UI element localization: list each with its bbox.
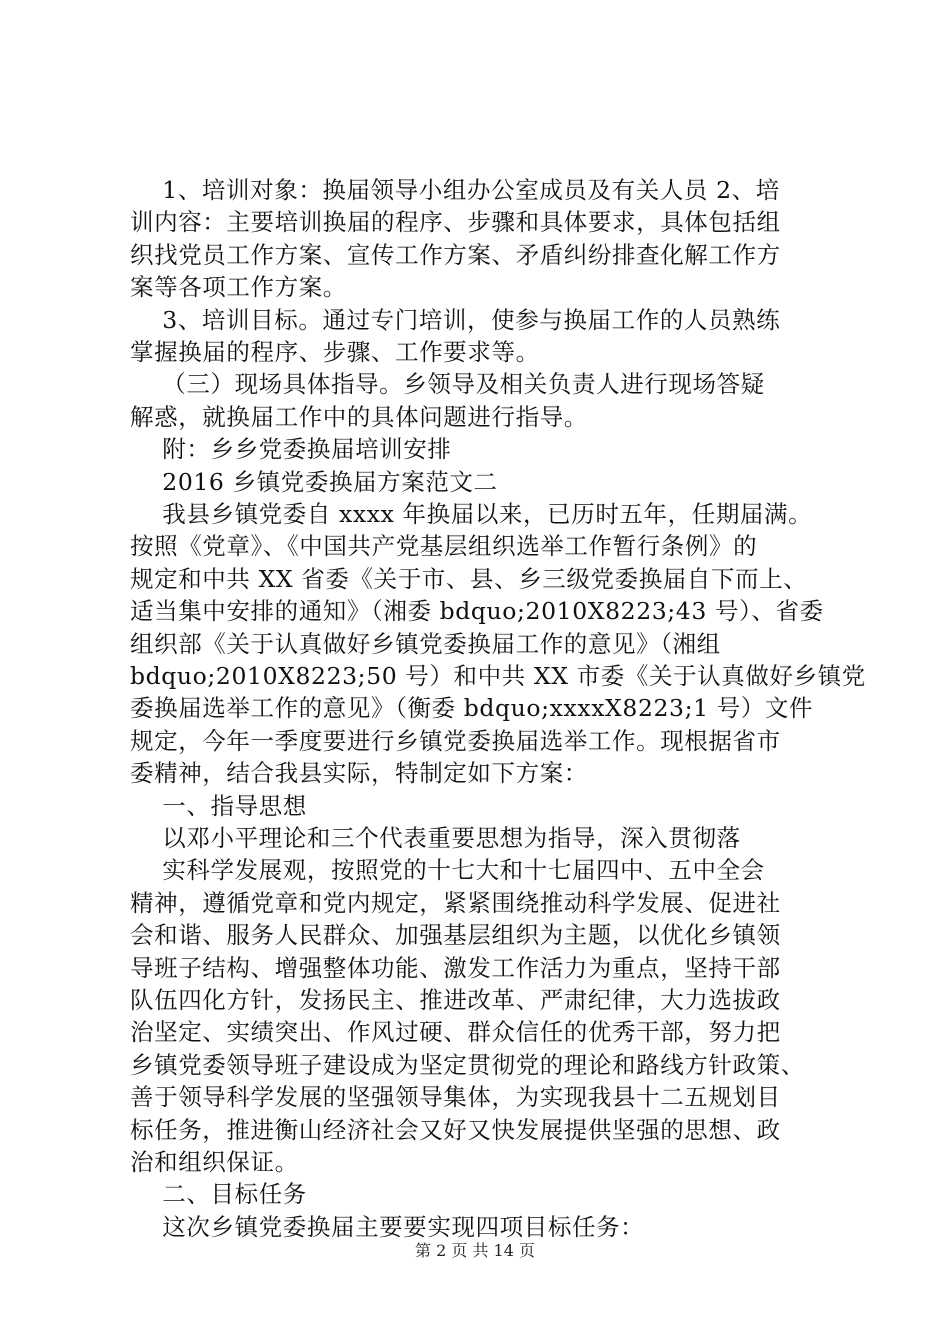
text-line: 二、目标任务: [130, 1180, 307, 1209]
text-line: 适当集中安排的通知》（湘委 bdquo;2010X8223;43 号）、省委: [130, 597, 824, 626]
text-line: 善于领导科学发展的坚强领导集体，为实现我县十二五规划目: [130, 1083, 781, 1112]
text-line: 组织部《关于认真做好乡镇党委换届工作的意见》（湘组: [130, 629, 721, 658]
text-line: 2016 乡镇党委换届方案范文二: [130, 467, 498, 496]
text-line: 规定和中共 XX 省委《关于市、县、乡三级党委换届自下而上、: [130, 564, 808, 593]
text-line: （三）现场具体指导。乡领导及相关负责人进行现场答疑: [130, 370, 765, 399]
text-line: 规定，今年一季度要进行乡镇党委换届选举工作。现根据省市: [130, 726, 781, 755]
text-line: 委精神，结合我县实际，特制定如下方案：: [130, 759, 588, 788]
text-line: 以邓小平理论和三个代表重要思想为指导，深入贯彻落: [130, 824, 741, 852]
text-line: 一、指导思想: [130, 791, 307, 820]
text-line: 织找党员工作方案、宣传工作方案、矛盾纠纷排查化解工作方: [130, 240, 781, 269]
text-line: 实科学发展观，按照党的十七大和十七届四中、五中全会: [130, 856, 765, 885]
text-line: 解惑，就换届工作中的具体问题进行指导。: [130, 402, 588, 431]
text-line: 队伍四化方针，发扬民主、推进改革、严肃纪律，大力选拔政: [130, 986, 781, 1014]
text-line: 乡镇党委领导班子建设成为坚定贯彻党的理论和路线方针政策、: [130, 1050, 805, 1079]
text-line: 会和谐、服务人民群众、加强基层组织为主题，以优化乡镇领: [130, 921, 781, 950]
text-line: 这次乡镇党委换届主要要实现四项目标任务：: [130, 1212, 645, 1241]
page-footer: 第 2 页 共 14 页: [415, 1241, 535, 1260]
text-line: 委换届选举工作的意见》（衡委 bdquo;xxxxX8223;1 号）文件: [130, 694, 814, 723]
text-line: 按照《党章》、《中国共产党基层组织选举工作暂行条例》的: [130, 532, 758, 561]
text-line: 标任务，推进衡山经济社会又好又快发展提供坚强的思想、政: [130, 1115, 781, 1144]
text-line: 1、培训对象：换届领导小组办公室成员及有关人员 2、培: [130, 176, 780, 204]
text-line: 掌握换届的程序、步骤、工作要求等。: [130, 338, 540, 366]
text-line: 导班子结构、增强整体功能、激发工作活力为重点，坚持干部: [130, 953, 781, 982]
text-line: 精神，遵循党章和党内规定，紧紧围绕推动科学发展、促进社: [130, 888, 781, 917]
text-line: 附：乡乡党委换届培训安排: [130, 435, 452, 464]
text-line: bdquo;2010X8223;50 号）和中共 XX 市委《关于认真做好乡镇党: [130, 662, 866, 690]
text-line: 治和组织保证。: [130, 1148, 299, 1176]
text-line: 训内容：主要培训换届的程序、步骤和具体要求，具体包括组: [130, 208, 781, 237]
text-line: 治坚定、实绩突出、作风过硬、群众信任的优秀干部，努力把: [130, 1018, 781, 1047]
text-line: 3、培训目标。通过专门培训，使参与换届工作的人员熟练: [130, 305, 781, 334]
text-line: 我县乡镇党委自 xxxx 年换届以来，已历时五年，任期届满。: [130, 500, 813, 528]
text-line: 案等各项工作方案。: [130, 273, 347, 302]
